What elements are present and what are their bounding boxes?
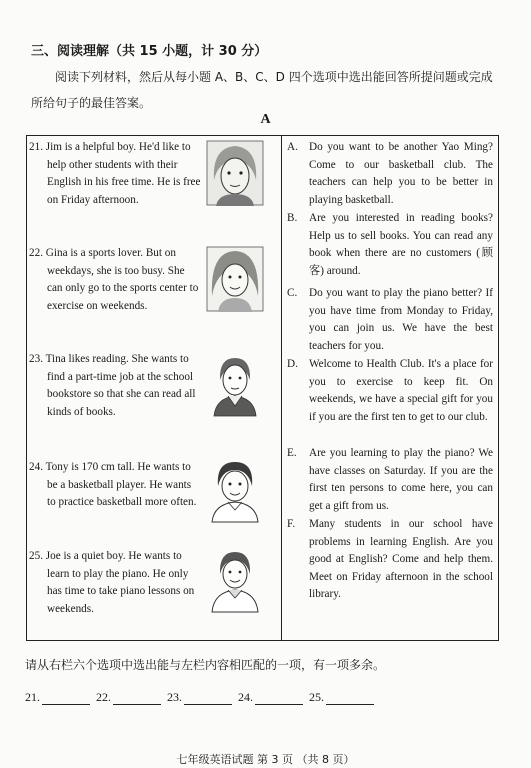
person-item-22: 22. Gina is a sports lover. But on weekdays, she is too busy. She can only go to the sports center to exercise on weekends. — [29, 247, 199, 312]
person-item-23: 23. Tina likes reading. She wants to find a part-time job at the school bookstore so that she can read all kinds of books. — [29, 353, 196, 418]
matching-instruction: 请从右栏六个选项中选出能与左栏内容相匹配的一项，有一项多余。 — [25, 658, 386, 672]
option-e: E. Are you learning to play the piano? We have classes on Saturday. If you are the first ten persons to come here, you can get a gift from us. — [287, 447, 493, 512]
person-item-25: 25. Joe is a quiet boy. He wants to learn to play the piano. He only has time to take piano lessons on weekends. — [29, 550, 195, 615]
option-a: A. Do you want to be another Yao Ming? Come to our basketball club. The teachers can help you to be better in playing basketball. — [287, 141, 493, 206]
answer-blank-24[interactable]: 24. — [238, 690, 303, 705]
answer-blank-23[interactable]: 23. — [167, 690, 232, 705]
answer-blank-21[interactable]: 21. — [25, 690, 90, 705]
option-b: B. Are you interested in reading books? Help us to sell books. You can read any book when there are no customers (顾客) around. — [287, 212, 493, 277]
jim-portrait-image — [206, 140, 264, 206]
tony-portrait-image — [206, 458, 264, 524]
tina-portrait-image — [206, 352, 264, 418]
option-c: C. Do you want to play the piano better? If you have time from Monday to Friday, you can join us. We have the best teachers for you. — [287, 287, 493, 352]
section-title: 三、阅读理解（共 15 小题，计 30 分） — [31, 44, 268, 59]
person-item-24: 24. Tony is 170 cm tall. He wants to be a basketball player. He wants to practice basketball more often. — [29, 461, 197, 509]
option-d: D. Welcome to Health Club. It's a place for you to exercise to keep fit. On weekends, we have a special gift for you if you are the first ten to get to our club. — [287, 358, 493, 423]
answer-blank-22[interactable]: 22. — [96, 690, 161, 705]
gina-portrait-image — [206, 246, 264, 312]
section-instruction: 阅读下列材料，然后从每小题 A、B、C、D 四个选项中选出能回答所提问题或完成所给句子的最佳答案。 — [31, 70, 493, 110]
option-f: F. Many students in our school have problems in learning English. Are you good at English? Come and help them. Meet on Friday afternoon in the school library. — [287, 518, 493, 601]
answer-blank-25[interactable]: 25. — [309, 690, 374, 705]
passage-label: A — [260, 112, 271, 127]
table-divider — [281, 135, 282, 641]
answer-blanks — [25, 690, 380, 705]
joe-portrait-image — [206, 548, 264, 614]
page-footer: 七年级英语试题 第 3 页 （共 8 页） — [176, 753, 355, 766]
person-item-21: 21. Jim is a helpful boy. He'd like to help other students with their English in his free time. He is free on Friday afternoon. — [29, 141, 201, 206]
